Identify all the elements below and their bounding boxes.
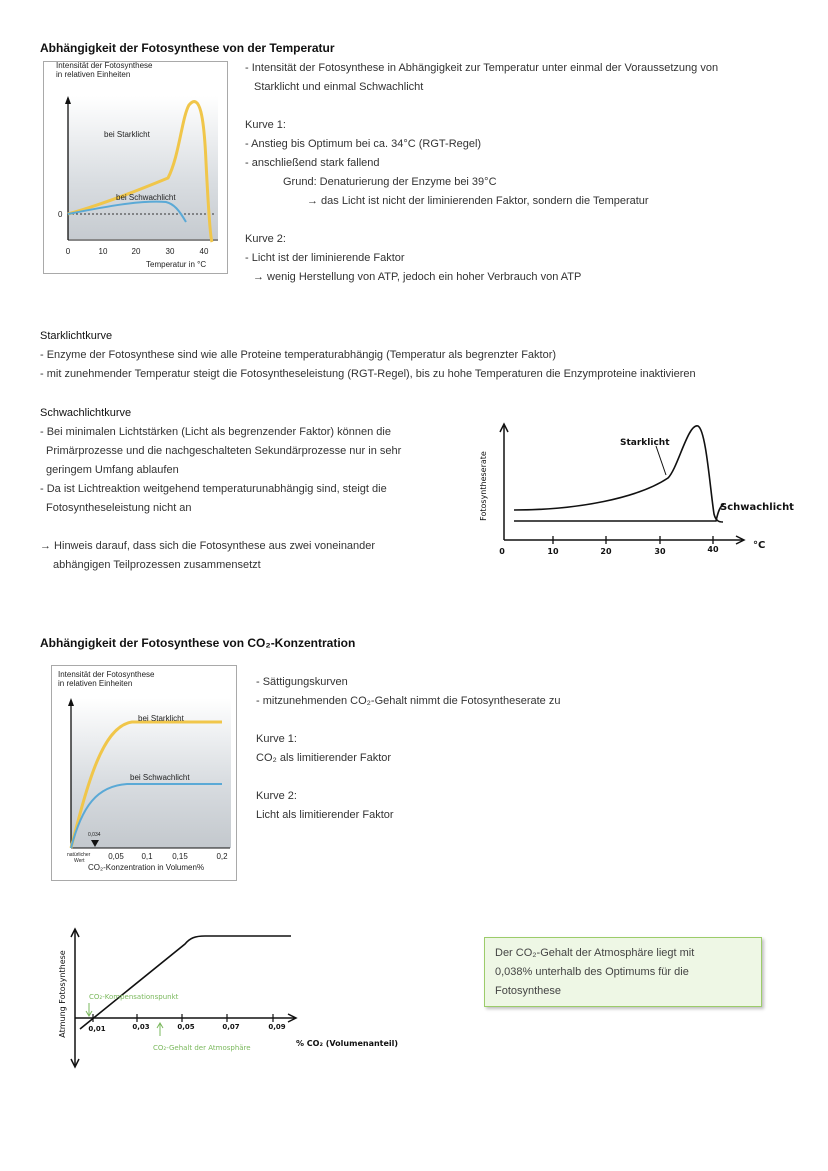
label-weak: bei Schwachlicht [116,193,176,202]
sketch2-tick: 0,01 [88,1025,106,1033]
ylabel-line1: Intensität der Fotosynthese [56,62,153,70]
tick-label: 0,2 [216,852,228,861]
tick-label: 30 [165,247,175,256]
label-strong: bei Starklicht [104,130,150,139]
text-line: - Licht ist der liminierende Faktor [245,252,405,264]
co2-chart [51,665,237,881]
atmosphere-label: CO₂-Gehalt der Atmosphäre [153,1044,251,1052]
marker-value: 0,034 [88,832,101,838]
weak-light-sketch [514,504,724,521]
text-line: abhängigen Teilprozessen zusammensetzt [53,559,261,571]
hand-sketch-temperature [478,418,808,568]
text-line: Starklicht und einmal Schwachlicht [254,81,424,93]
sketch1-tick: 20 [600,547,612,556]
compensation-label: CO₂-Kompensationspunkt [89,993,179,1001]
text-line: Kurve 1: [245,119,286,131]
text-line: - anschließend stark fallend [245,157,380,169]
note-line: Der CO₂-Gehalt der Atmosphäre liegt mit [495,947,695,959]
section-title-temperature: Abhängigkeit der Fotosynthese von der Temperatur [40,41,335,55]
sketch2-xlabel: % CO₂ (Volumenanteil) [296,1039,399,1048]
text-line: - mit zunehmender Temperatur steigt die Fotosyntheseleistung (RGT-Regel), bis zu hohe Temperaturen die Enzymproteine inaktivieren [40,368,696,380]
text-line: Primärprozesse und die nachgeschalteten Sekundärprozesse nur in sehr [46,445,402,457]
sketch1-tick: 0 [499,547,505,556]
temperature-text [245,59,718,287]
temperature-chart [43,61,228,274]
text-line: - Bei minimalen Lichtstärken (Licht als begrenzender Faktor) können die [40,426,391,438]
label-weak: bei Schwachlicht [130,773,190,782]
text-line: → wenig Herstellung von ATP, jedoch ein hoher Verbrauch von ATP [253,271,582,283]
text-line: Fotosyntheseleistung nicht an [46,502,192,514]
text-line: - Anstieg bis Optimum bei ca. 34°C (RGT-Regel) [245,138,482,150]
ylabel-line1: Intensität der Fotosynthese [58,670,155,679]
text-line: → das Licht ist nicht der liminierenden Faktor, sondern die Temperatur [307,195,649,207]
zero-label: 0 [58,210,63,219]
sketch1-tick: 30 [654,547,666,556]
note-line: 0,038% unterhalb des Optimums für die [495,966,689,978]
label-strong: bei Starklicht [138,714,184,723]
text-line: Licht als limitierender Faktor [256,809,394,821]
starklicht-heading: Starklichtkurve [40,330,113,342]
starklicht-section [40,327,696,384]
sketch2-tick: 0,07 [222,1023,240,1031]
sketch1-label-strong: Starklicht [620,438,670,448]
tick-label: 0 [65,247,71,256]
sketch2-tick: 0,03 [132,1023,150,1031]
tick-label: 10 [98,247,108,256]
sketch2-tick: 0,05 [177,1023,195,1031]
tick-label: 0,15 [172,852,188,861]
natural-line2: Wert [74,858,85,864]
text-line: Kurve 2: [245,233,286,245]
sketch2-tick: 0,09 [268,1023,286,1031]
text-line: → Hinweis darauf, dass sich die Fotosynthese aus zwei voneinander [40,540,376,552]
tick-label: 0,05 [108,852,124,861]
sketch1-label-weak: Schwachlicht [720,502,794,513]
ylabel-line2: in relativen Einheiten [58,679,133,688]
text-line: Grund: Denaturierung der Enzyme bei 39°C [283,176,497,188]
info-note [484,937,762,1007]
schwachlicht-heading: Schwachlichtkurve [40,407,132,419]
tick-label: 40 [199,247,209,256]
text-line: - mitzunehmenden CO₂-Gehalt nimmt die Fotosyntheserate zu [256,695,561,707]
natural-line1: natürlicher [67,852,91,858]
note-line: Fotosynthese [495,985,562,997]
co2-response-sketch [80,936,291,1029]
x-axis-label: CO₂-Konzentration in Volumen% [88,863,205,872]
text-line: geringem Umfang ablaufen [46,464,179,476]
hand-sketch-co2 [55,926,415,1071]
text-line: Kurve 1: [256,733,297,745]
text-line: Kurve 2: [256,790,297,802]
co2-text [256,673,560,825]
sketch1-unit: °C [753,540,766,551]
text-line: - Da ist Lichtreaktion weitgehend temperaturunabhängig sind, steigt die [40,483,387,495]
text-line: - Intensität der Fotosynthese in Abhängigkeit zur Temperatur unter einmal der Voraussetzung von [245,62,719,74]
sketch1-ylabel: Fotosyntheserate [479,451,488,521]
text-line: - Enzyme der Fotosynthese sind wie alle Proteine temperaturabhängig (Temperatur als begrenzter Faktor) [40,349,557,361]
sketch2-ylabel: Atmung Fotosynthese [58,950,67,1038]
x-axis-label: Temperatur in °C [146,260,207,269]
text-line: CO₂ als limitierender Faktor [256,752,392,764]
tick-label: 0,1 [141,852,153,861]
schwachlicht-section [40,404,401,575]
strong-light-sketch [514,426,723,522]
tick-label: 20 [131,247,141,256]
text-line: - Sättigungskurven [256,676,348,688]
sketch1-tick: 10 [547,547,559,556]
ylabel-line2: in relativen Einheiten [56,70,131,79]
sketch1-tick: 40 [707,545,719,554]
section-title-co2: Abhängigkeit der Fotosynthese von CO₂-Konzentration [40,636,356,650]
